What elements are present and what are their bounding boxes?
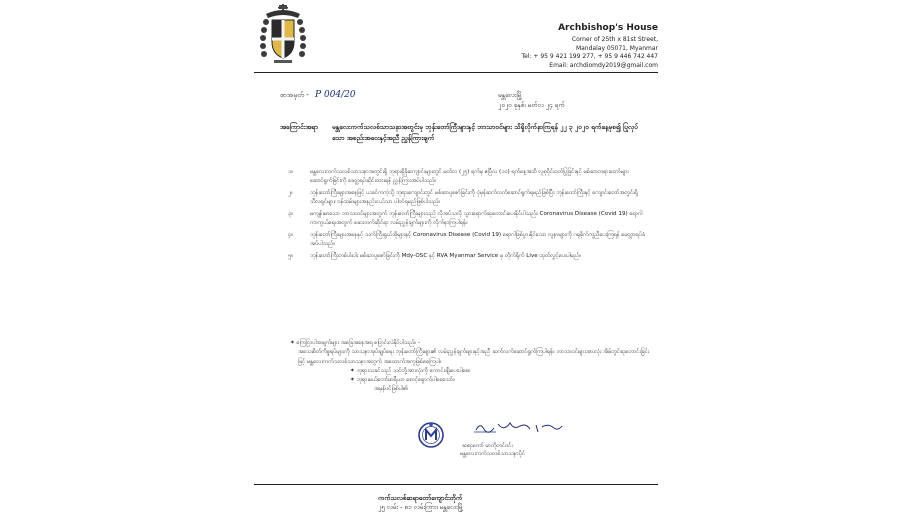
reference-label: စာအမှတ် - <box>280 91 309 99</box>
subject-block <box>280 122 640 144</box>
footer-address: ၂၅ လမ်း - ၈၁ လမ်းကြား၊ မန္တလေးမြို့ <box>378 503 464 511</box>
item-text: ဘုန်းတော်ကြီးတစ်ပါးပါး မစ်ဆာပူဇော်ခြင်းကို Mdy-OSC နှင့် RVA Myanmar Service မှ တိုက်ရိုက် Live ထုတ်လွှင့်ပေးပါမည်။ <box>310 253 581 259</box>
signatory-name: ဆရာတော် မာကိုတင်ဝင်း <box>462 442 513 449</box>
letterhead-address <box>488 22 658 70</box>
list-item <box>288 210 650 228</box>
signatory-title: မန္တလေးကက်သလစ်သာသနာပိုင် <box>460 451 526 458</box>
coat-of-arms-icon <box>258 4 308 64</box>
blessing-line: ✶ ဘုရားမယ်တော်မာရီယာ စောင့်ရှောက်ပါစေသော်။ <box>350 377 455 384</box>
email-line: Email: archdiomdy2019@gmail.com <box>549 61 658 69</box>
phone-line: Tel: + 95 9 421 199 277, + 95 9 446 742 447 <box>521 53 658 61</box>
notes-heading: ✶ ကြေငြာပါအချက်များ အခြေအနေအရ ပြောင်းလဲနိုင်ပါသည်။ - <box>290 340 421 346</box>
reference-number <box>280 90 356 101</box>
item-number: ၂။ <box>288 190 293 196</box>
notes-body: အသေးစိတ်ကိစ္စရပ်များကို သာသနာအုပ်ချုပ်ရေး ဘုန်းတော်ကြီးများ၏ လမ်းညွှန်ချက်များနှင့်အညီ ဆက်လက်ဆောင်ရွက်ကြပါရန်။ ဘာသာဝင်များအားလုံး အိမ်တွင်ဆုတောင်းခြင်းဖြင့် မန္တလေးကက်သလစ်သာသနာအတွက် အထောက်အကူဖြစ်စေကြပါ။ <box>298 349 650 365</box>
closing-line: အမှန်ပင်ဖြစ်ပါ၏ <box>374 386 408 393</box>
seal-icon <box>418 420 444 450</box>
item-number: ၃။ <box>288 211 293 217</box>
reference-value: P 004/20 <box>315 90 356 100</box>
list-item <box>288 189 650 207</box>
signature-block <box>460 420 630 459</box>
subject-text: မန္တလေးကက်သလစ်သာသနာအတွင်းမှ ဘုန်းတော်ကြီးများနှင့် ဘာသာဝင်များ သိရှိလိုက်နာကြရန် ၂၂ ၃ ၂၀၂၀ ရက်နေ့မှစ၍ ပြုလုပ်သော အစည်းအဝေးနှင့်အညီ ညွှန်ကြားချက် <box>332 123 638 142</box>
item-number: ၄။ <box>288 232 293 238</box>
letter-page <box>236 0 672 511</box>
footer-title: ကက်သလစ်ဆရာတော်ကျောင်းတိုက် <box>378 494 463 502</box>
header-divider <box>254 72 658 73</box>
letterhead-org-name: Archbishop's House <box>558 23 658 33</box>
item-text: ဘုန်းတော်ကြီးများအနေဖြင့် ယခင်ကကဲ့သို့ ဘုရားကျောင်းတွင် မစ်ဆာပူဇော်ခြင်းကို ပုံမှန်ဆက်လက်ဆောင်ရွက်ရမည်ဖြစ်ပြီး ဘုန်းတော်ကြီးနှင့် ကျောင်းတော်အတွင်းရှိ သီလရှင်များ၊ ဝန်ထမ်းများအနည်းငယ်သာ ပါဝင်ရမည်ဖြစ်ပါသည်။ <box>310 190 638 205</box>
list-item <box>288 231 650 249</box>
footer <box>378 494 463 512</box>
instruction-list <box>288 168 650 264</box>
list-item <box>288 252 650 261</box>
address-line: Corner of 25th x 81st Street, <box>571 36 658 43</box>
date-value: ၂၀၂၀ ခုနှစ်၊ မတ်လ ၂၄ ရက် <box>498 101 565 109</box>
item-number: ၅။ <box>288 253 293 259</box>
item-text: ဘုန်းတော်ကြီးများအနေနှင့် သက်ကြီးရွယ်အိုများနှင့် Coronavirus Disease (Covid 19) ရောဂါဖြစ်ပွားနိုင်သော လူနာများကို ဂရုစိုက်ကူညီပေးကြရန် မေတ္တာရပ်ခံအပ်ပါသည်။ <box>310 232 645 247</box>
date-place: မန္တလေးမြို့ <box>498 91 523 99</box>
blessing-line: ✶ ဘုရားသခင်သည် သင်တို့အားလုံးကို ကောင်းချီးပေးပါစေ။ <box>350 367 471 374</box>
item-text: မန္တလေးကက်သလစ်သာသနာအတွင်းရှိ ဘုရားရှိခိုးကျောင်းများတွင် မတ်လ (၂၅) ရက်မှ ဧပြီလ (၁၀) ရက်နေ့အထိ လူစုဝိုင်းဝတ်ပြုခြင်းနှင့် မစ်ဆာတရားတော်များ ဆောင်ရွက်ခြင်းကို ခေတ္တရပ်ဆိုင်းထားရန် ညွှန်ကြားအပ်ပါသည်။ <box>310 169 629 184</box>
date-block <box>498 90 565 110</box>
footer-divider <box>254 484 658 485</box>
notes-block <box>290 339 650 395</box>
item-number: ၁။ <box>288 169 293 175</box>
address-line: Mandalay 05071, Myanmar <box>575 44 658 52</box>
subject-label: အကြောင်းအရာ <box>280 123 318 131</box>
signature-scribble-icon <box>474 420 564 434</box>
list-item <box>288 168 650 186</box>
item-text: မကျန်းမာသော ဘာသာဝင်များအတွက် ဘုန်းတော်ကြီးများသည် လိုအပ်သလို သွားရောက်ဆုတောင်းပေးနိုင်ပါသည်။ Coronavirus Disease (Covid 19) ရောဂါ ကာကွယ်ရေးအတွက် ဆေးဘက်ဆိုင်ရာ လမ်းညွှန်ချက်များကို လိုက်နာကြပါရန်။ <box>310 211 643 226</box>
